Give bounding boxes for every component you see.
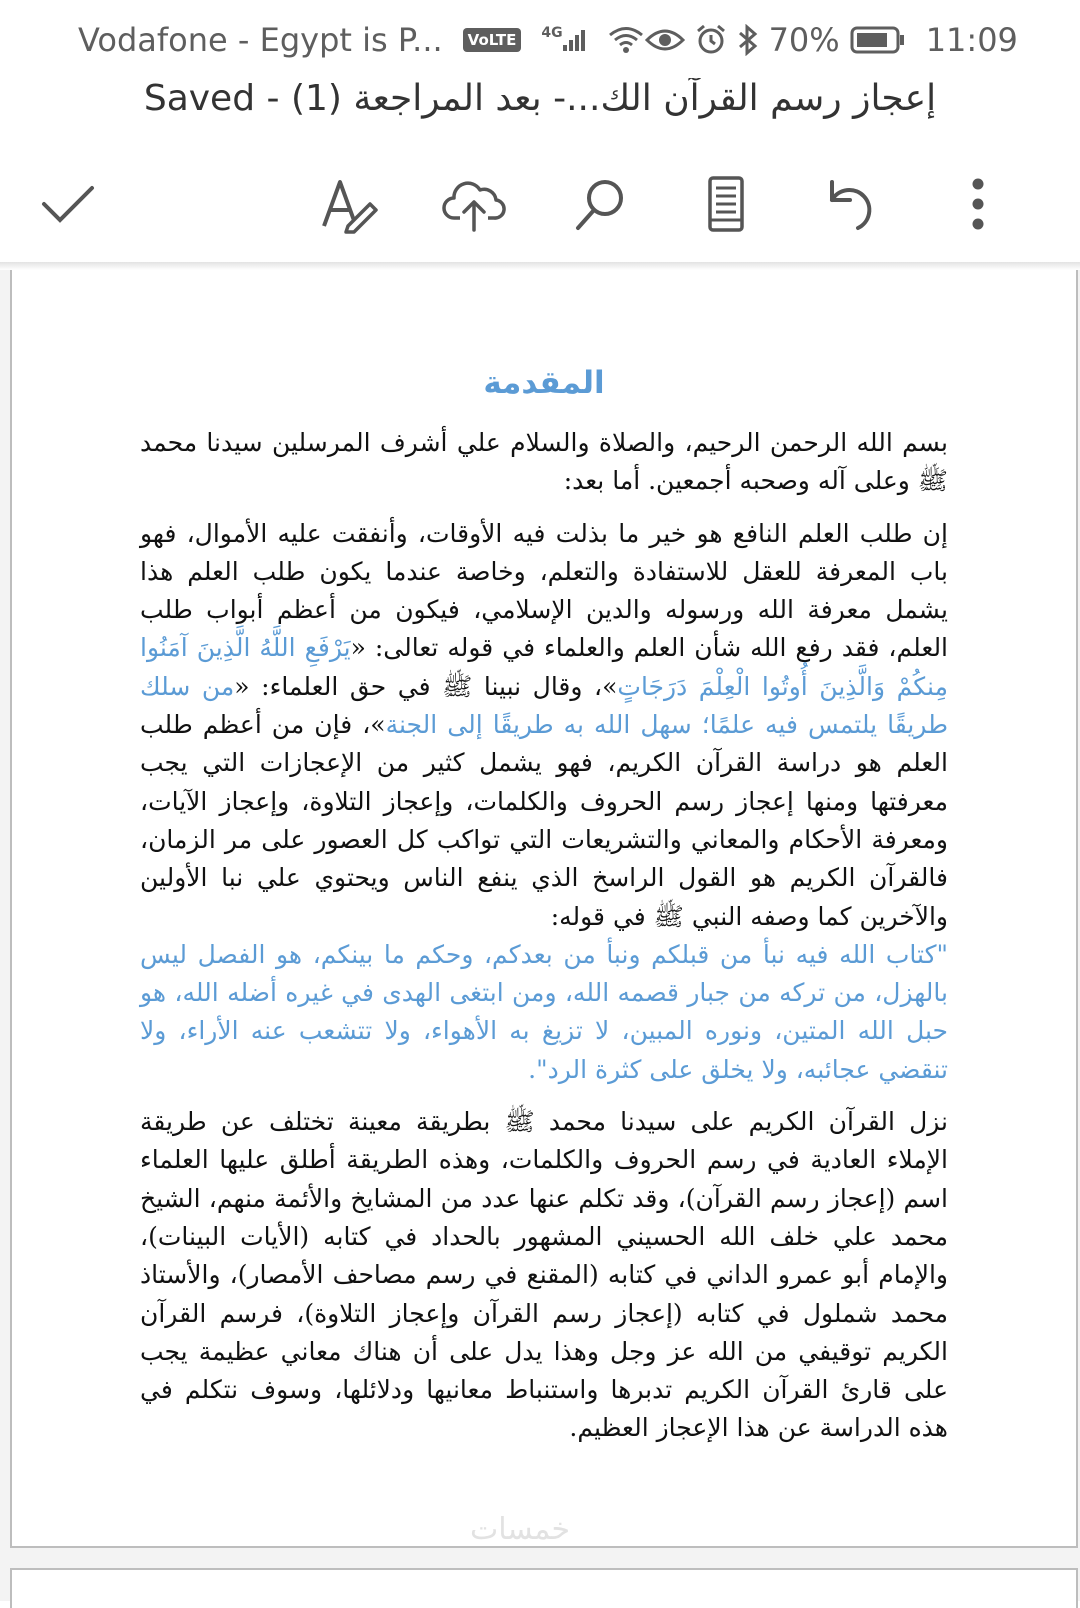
paragraph-2-text-3: »، فإن من أعظم طلب العلم هو دراسة القرآن الكريم، فهو يشمل كثير من الإعجازات التي يجب معرفتها ومنها إعجاز رسم الحروف والكلمات، وإعجاز التلاوة، وإعجاز الآيات، ومعرفة الأحكام والمعاني والتشريعات التي تواكب كل العصور على مر الزمان، فالقرآن الكريم هو القول الراسخ الذي ينفع الناس ويحتوي علي نبا الأولين والآخرين كما وصفه النبي ﷺ في قوله: bbox=[140, 710, 948, 931]
signal-icon bbox=[541, 27, 586, 53]
quran-verse-quote: يَرْفَعِ اللَّهُ الَّذِينَ آمَنُوا مِنكُمْ وَالَّذِينَ أُوتُوا الْعِلْمَ دَرَجَاتٍ bbox=[140, 633, 948, 701]
section-heading: المقدمة bbox=[483, 365, 605, 401]
volte-badge: VoLTE bbox=[463, 28, 522, 52]
paragraph-3: نزل القرآن الكريم على سيدنا محمد ﷺ بطريقة معينة تختلف عن طريقة الإملاء العادية في رسم الحروف والكلمات، وهذه الطريقة أطلق عليها العلماء اسم (إعجاز رسم القرآن)، وقد تكلم عنها عدد من المشايخ والأئمة منهم، الشيخ محمد علي خلف الله الحسيني المشهور بالحداد في كتابه (الأيات البينات)، والإمام أبو عمرو الداني في كتابه (المقنع في رسم مصاحف الأمصار)، والأستاذ محمد شملول في كتابه (إعجاز رسم القرآن وإعجاز التلاوة)، فرسم القرآن الكريم توقيفي من الله عز وجل وهذا يدل على أن هناك معاني عظيمة يجب على قارئ القرآن الكريم تدبرها واستنباط معانيها ودلائلها، وسوف نتكلم في هذه الدراسة عن هذا الإعجاز العظيم. bbox=[140, 1107, 948, 1443]
search-icon bbox=[570, 174, 630, 234]
document-title: إعجاز رسم القرآن الك...- بعد المراجعة (1) - Saved bbox=[143, 78, 937, 119]
more-icon bbox=[948, 174, 1008, 234]
paragraph-2 bbox=[140, 515, 948, 1089]
bluetooth-icon bbox=[737, 24, 759, 56]
toolbar-divider bbox=[0, 262, 1080, 270]
cloud-upload-icon bbox=[442, 174, 506, 234]
draw-button[interactable] bbox=[314, 168, 386, 240]
status-left bbox=[78, 21, 645, 59]
hadith-quote: من سلك طريقًا يلتمس فيه علمًا؛ سهل الله به طريقًا إلى الجنة bbox=[140, 671, 948, 740]
paragraph-2-text-2: »، وقال نبينا ﷺ في حق العلماء: « bbox=[234, 671, 618, 701]
toolbar bbox=[0, 150, 1080, 260]
draw-icon bbox=[320, 174, 380, 234]
eye-icon bbox=[645, 26, 685, 54]
clock: 11:09 bbox=[925, 21, 1018, 59]
hadith-quote-long: "كتاب الله فيه نبأ من قبلكم ونبأ من بعدكم، وحكم ما بينكم، هو الفصل ليس بالهزل، من تركه من جبار قصمه الله، ومن ابتغى الهدى في غيره أضله الله، هو حبل الله المتين، ونوره المبين، لا تزيغ به الأهواء، ولا تتشعب عنه الأراء، ولا تنقضي عجائبه، ولا يخلق على كثرة الرد". bbox=[140, 939, 948, 1084]
undo-button[interactable] bbox=[816, 168, 888, 240]
paragraph-1: بسم الله الرحمن الرحيم، والصلاة والسلام علي أشرف المرسلين سيدنا محمد ﷺ وعلى آله وصحبه أجمعين. أما بعد: bbox=[140, 428, 948, 496]
document-page-next[interactable] bbox=[10, 1568, 1078, 1608]
check-button[interactable] bbox=[32, 168, 104, 240]
undo-icon bbox=[822, 174, 882, 234]
alarm-icon bbox=[695, 24, 727, 56]
document-body[interactable] bbox=[140, 360, 948, 1462]
battery-percent: 70% bbox=[768, 21, 840, 59]
more-button[interactable] bbox=[942, 168, 1014, 240]
wifi-icon bbox=[607, 25, 645, 55]
search-button[interactable] bbox=[564, 168, 636, 240]
battery-icon bbox=[850, 25, 906, 55]
network-type: 4G bbox=[541, 25, 563, 41]
status-bar bbox=[0, 0, 1080, 80]
read-mode-icon bbox=[696, 174, 756, 234]
paragraph-2-text-1: إن طلب العلم النافع هو خير ما بذلت فيه الأوقات، وأنفقت عليه الأموال، فهو باب المعرفة للعقل للاستفادة والتعلم، وخاصة عندما يكون طلب العلم هذا يشمل معرفة الله ورسوله والدين الإسلامي، فيكون من أعظم أبواب طلب العلم، فقد رفع الله شأن العلم والعلماء في قوله تعالى: « bbox=[140, 518, 949, 663]
cloud-upload-button[interactable] bbox=[438, 168, 510, 240]
watermark: خمسات bbox=[470, 1512, 571, 1547]
read-mode-button[interactable] bbox=[690, 168, 762, 240]
carrier-name: Vodafone - Egypt is P... bbox=[78, 21, 443, 59]
status-right bbox=[645, 21, 1018, 59]
check-icon bbox=[38, 174, 98, 234]
